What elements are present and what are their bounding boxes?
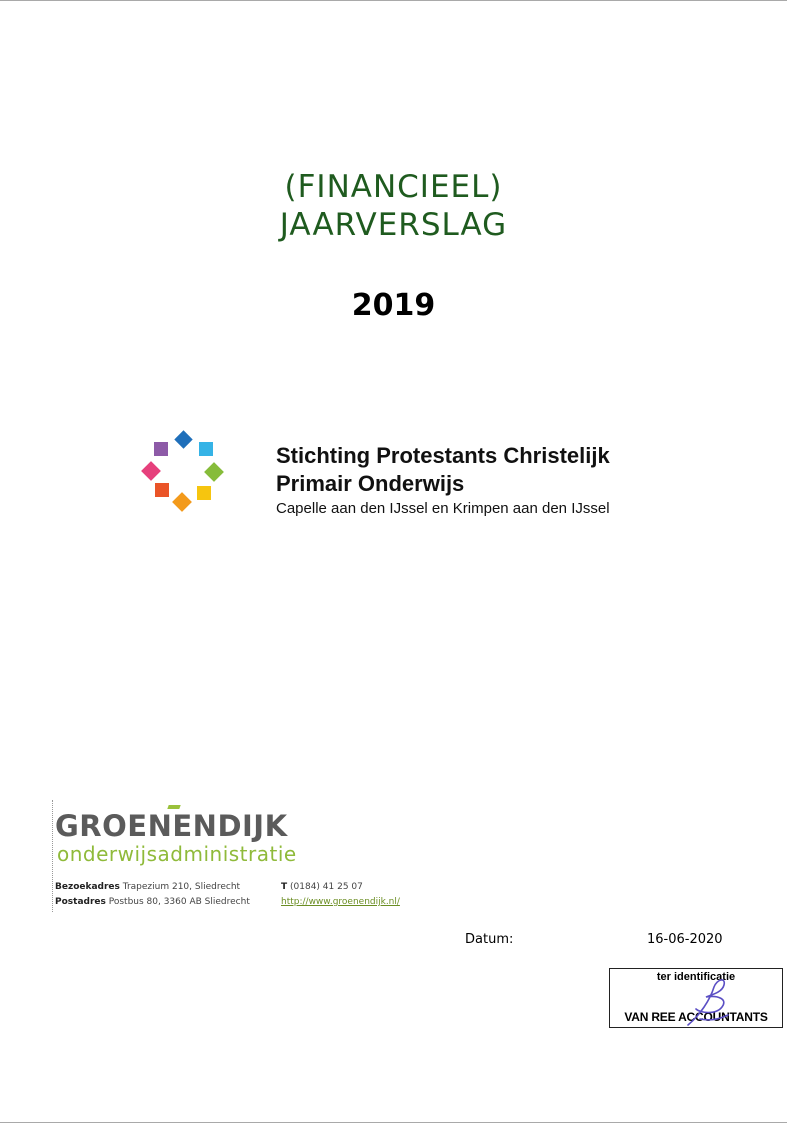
visit-address-line xyxy=(55,882,240,892)
organization-subtitle: Capelle aan den IJssel en Krimpen aan den IJssel xyxy=(276,500,610,517)
visit-address-label: Bezoekadres xyxy=(55,882,120,892)
phone-number: (0184) 41 25 07 xyxy=(290,882,363,892)
phone-label: T xyxy=(281,882,288,892)
letterhead-divider xyxy=(52,800,54,912)
organization-name-line-1: Stichting Protestants Christelijk xyxy=(276,443,610,468)
stamp-top-text: ter identificatie xyxy=(656,971,736,983)
groenendijk-name: GROENENDIJK xyxy=(55,809,288,843)
page-top-edge xyxy=(0,0,787,1)
title-line-1: (FINANCIEEL) xyxy=(284,169,503,205)
logo-square-cyan xyxy=(199,442,213,456)
stamp-bottom-text: VAN REE ACCOUNTANTS xyxy=(624,1010,768,1024)
organization-name-line-2: Primair Onderwijs xyxy=(276,471,465,496)
page-bottom-edge xyxy=(0,1122,787,1123)
report-title xyxy=(0,168,787,244)
groenendijk-subtitle: onderwijsadministratie xyxy=(57,842,297,866)
logo-square-pink xyxy=(141,461,161,481)
identification-stamp xyxy=(609,968,783,1028)
logo-square-yellow xyxy=(197,486,211,500)
postal-address-label: Postadres xyxy=(55,897,106,907)
phone-line xyxy=(281,882,363,892)
website-link[interactable]: http://www.groenendijk.nl/ xyxy=(281,897,400,907)
logo-square-orange xyxy=(172,492,192,512)
postal-address-line xyxy=(55,897,250,907)
signature-scribble xyxy=(670,975,740,1027)
title-line-2: JAARVERSLAG xyxy=(279,207,508,243)
logo-square-blue xyxy=(174,430,192,448)
logo-square-green xyxy=(204,462,224,482)
postal-address: Postbus 80, 3360 AB Sliedrecht xyxy=(108,897,250,907)
visit-address: Trapezium 210, Sliedrecht xyxy=(122,882,241,892)
organization-logo xyxy=(137,425,232,520)
date-value: 16-06-2020 xyxy=(647,932,723,947)
logo-square-red xyxy=(155,483,169,497)
date-label: Datum: xyxy=(465,932,514,947)
logo-square-purple xyxy=(154,442,168,456)
report-year: 2019 xyxy=(351,288,436,323)
